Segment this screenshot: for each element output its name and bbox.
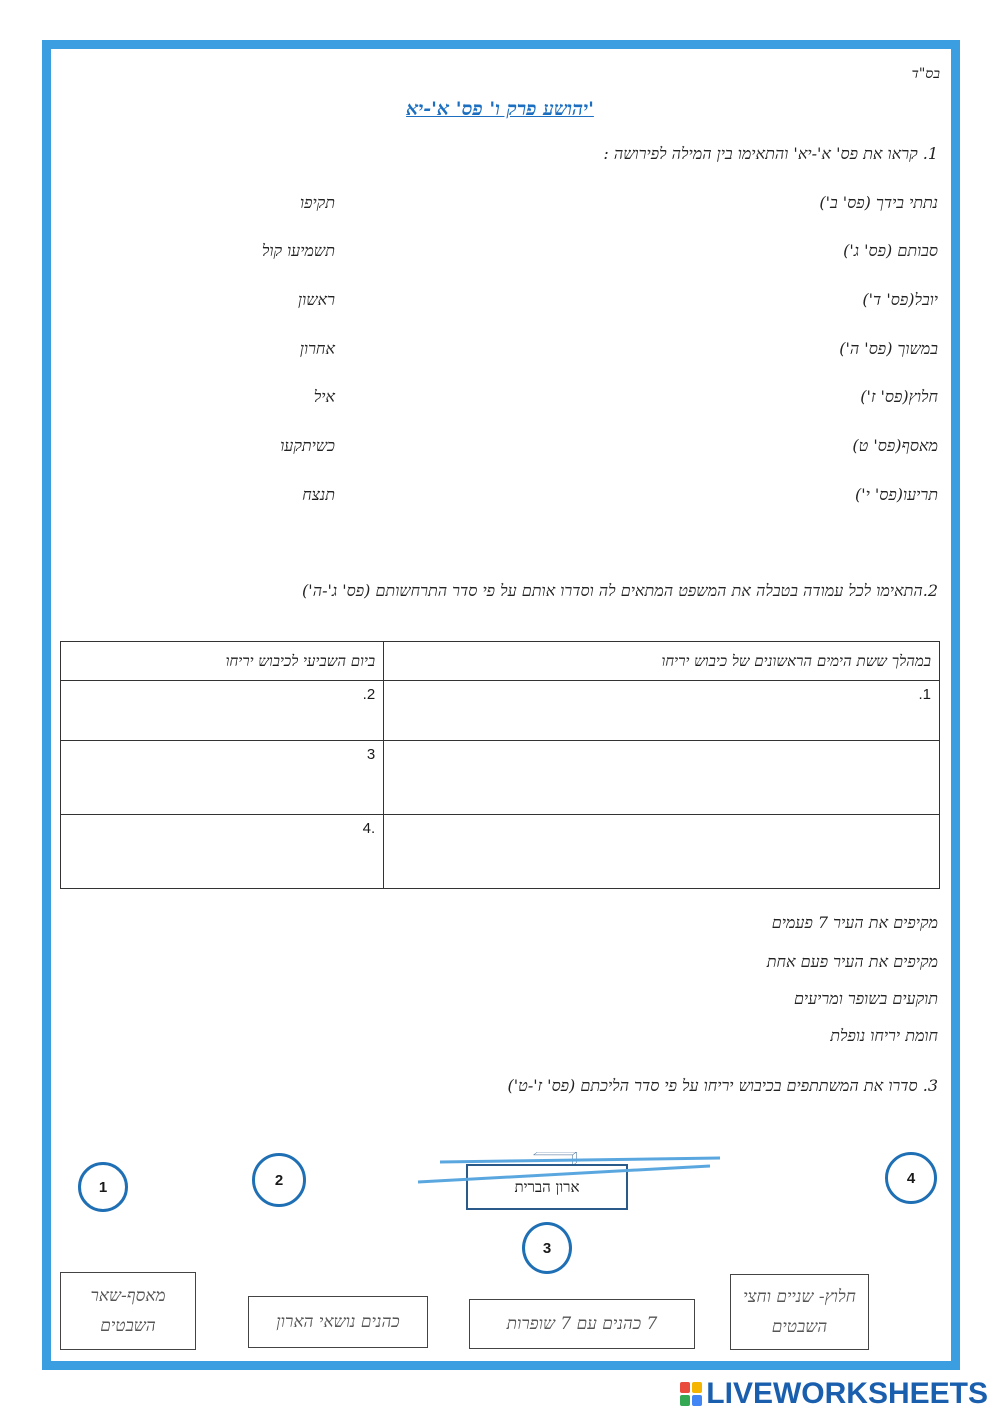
q1-word: במשוך (פס' ה') (839, 339, 938, 358)
q1-word: נתתי בידך (פס' ב') (819, 193, 938, 212)
q1-word: חלוץ(פס' ז') (860, 387, 938, 406)
q1-meaning[interactable]: תנצח (302, 485, 335, 504)
order-circle-2[interactable]: 2 (252, 1153, 306, 1207)
ark-poles-icon (410, 1150, 730, 1190)
logo-grid-icon (680, 1382, 702, 1406)
order-circle-1[interactable]: 1 (78, 1162, 128, 1212)
draggable-sentence[interactable]: תוקעים בשופר ומריעים (793, 989, 938, 1008)
q3-instruction: 3. סדרו את המשתתפים בכיבוש יריחו על פי סדר הליכתם (פס' ז'-ט') (507, 1076, 938, 1095)
q1-word: יובל(פס' ד') (862, 290, 938, 309)
q1-meaning[interactable]: כשיתקעו (280, 436, 335, 455)
liveworksheets-logo: LIVEWORKSHEETS (680, 1377, 988, 1411)
col-header-first-six-days: במהלך ששת הימים הראשונים של כיבוש יריחו (384, 642, 940, 681)
table-cell-empty[interactable] (384, 741, 940, 815)
order-circle-3[interactable]: 3 (522, 1222, 572, 1274)
answer-box-priests-shofars[interactable]: 7 כהנים עם 7 שופרות (469, 1299, 695, 1349)
order-table (60, 641, 940, 889)
q1-meaning[interactable]: אחרון (299, 339, 335, 358)
table-cell-empty[interactable] (384, 815, 940, 889)
q1-meaning[interactable]: תקיפו (300, 193, 335, 212)
table-cell-1[interactable]: 1. (384, 681, 940, 741)
draggable-sentence[interactable]: מקיפים את העיר פעם אחת (766, 952, 938, 971)
q1-word: מאסף(פס' ט) (852, 436, 938, 455)
q1-meaning[interactable]: ראשון (298, 290, 335, 309)
answer-box-ark-bearers[interactable]: כהנים נושאי הארון (248, 1296, 428, 1348)
q1-word: סבותם (פס' ג') (843, 241, 938, 260)
q1-meaning[interactable]: איל (313, 387, 335, 406)
q1-instruction: 1. קראו את פס' א'-יא' והתאימו בין המילה לפירושה : (603, 144, 938, 163)
answer-box-rear-guard[interactable]: מאסף-שאר השבטים (60, 1272, 196, 1350)
bsd-mark: בס"ד (911, 66, 940, 82)
col-header-seventh-day: ביום השביעי לכיבוש יריחו (61, 642, 384, 681)
table-cell-4[interactable]: .4 (61, 815, 384, 889)
q1-word: תריעו(פס' י') (854, 485, 938, 504)
ark-label: ארון הברית (466, 1164, 628, 1210)
q1-meaning[interactable]: תשמיעו קול (261, 241, 335, 260)
page-title: יהושע פרק ו' פס' א'-יא' (406, 98, 594, 120)
q2-instruction: 2.התאימו לכל עמודה בטבלה את המשפט המתאים לה וסדרו אותם על פי סדר התרחשותם (פס' ג'-ה') (302, 581, 938, 600)
table-cell-2[interactable]: 2. (61, 681, 384, 741)
answer-box-vanguard[interactable]: חלוץ- שניים וחצי השבטים (730, 1274, 869, 1350)
draggable-sentence[interactable]: חומת יריחו נופלת (830, 1026, 938, 1045)
table-cell-3[interactable]: 3 (61, 741, 384, 815)
draggable-sentence[interactable]: מקיפים את העיר 7 פעמים (771, 913, 938, 932)
order-circle-4[interactable]: 4 (885, 1152, 937, 1204)
